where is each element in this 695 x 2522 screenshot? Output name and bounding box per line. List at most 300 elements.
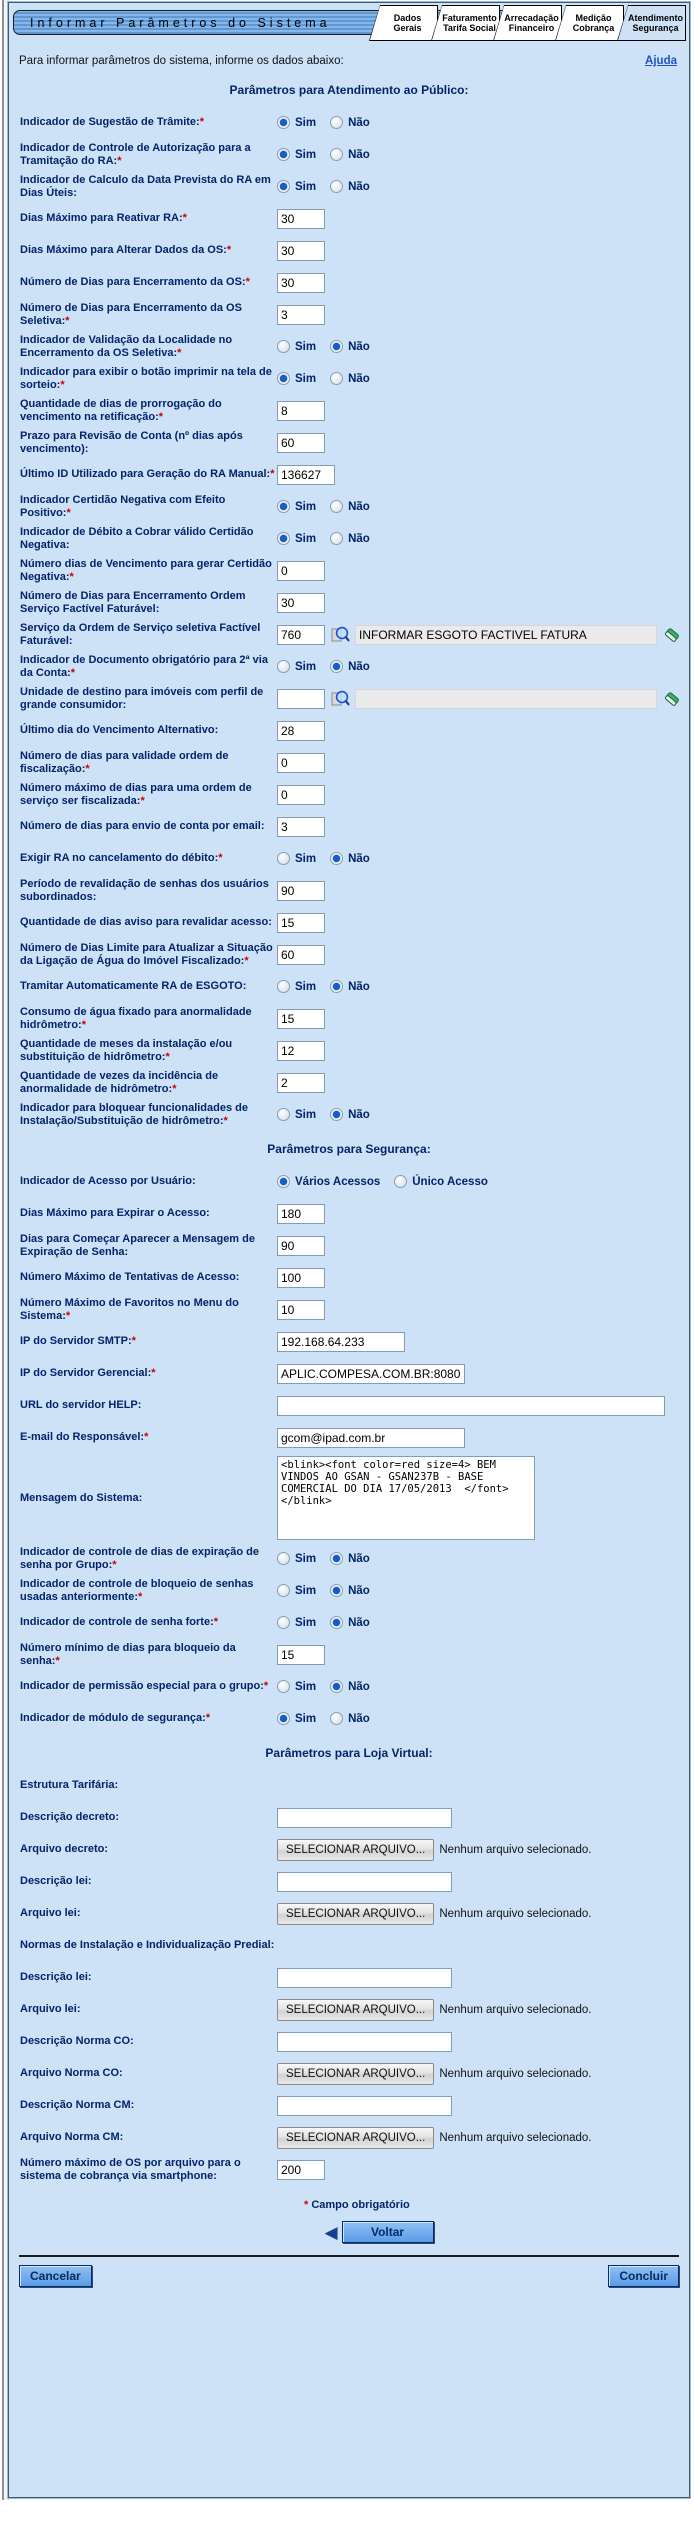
radio-option-label: Sim xyxy=(295,148,317,161)
field-label-text: IP do Servidor SMTP: xyxy=(20,1335,132,1347)
form-row xyxy=(20,1069,681,1096)
field-label-text: Número mínimo de dias para bloqueio da senha: xyxy=(20,1641,236,1667)
text-input[interactable] xyxy=(277,1968,452,1988)
form-row xyxy=(20,1772,681,1799)
radio-nao[interactable] xyxy=(330,1552,343,1565)
field-control xyxy=(277,1548,681,1570)
tab-label-line1: Medição xyxy=(575,12,612,23)
text-input[interactable] xyxy=(277,817,325,837)
field-control xyxy=(277,1072,681,1094)
field-label-text: Tramitar Automaticamente RA de ESGOTO: xyxy=(20,980,247,992)
tab-label xyxy=(493,5,562,41)
field-control xyxy=(277,176,681,198)
radio-sim[interactable] xyxy=(277,180,290,193)
radio-nao[interactable] xyxy=(330,340,343,353)
field-label xyxy=(20,622,277,648)
required-asterisk: * xyxy=(140,794,145,807)
field-label xyxy=(20,590,277,616)
radio-nao[interactable] xyxy=(330,980,343,993)
field-label-text: Indicador de controle de bloqueio de senhas usadas anteriormente: xyxy=(20,1577,254,1603)
tab-label-line1: Atendimento xyxy=(628,12,683,23)
radio-option-label: Sim xyxy=(295,500,317,513)
radio-option-label: Não xyxy=(348,340,370,353)
radio-sim[interactable] xyxy=(277,852,290,865)
radio-option-label: Sim xyxy=(295,372,317,385)
field-label xyxy=(20,1875,277,1888)
text-input[interactable] xyxy=(277,753,325,773)
radio-option-label: Vários Acessos xyxy=(295,1175,381,1188)
radio-sim[interactable] xyxy=(277,500,290,513)
form-row xyxy=(20,1232,681,1259)
form-row xyxy=(20,1641,681,1668)
field-control xyxy=(277,848,681,870)
tab-label-line2: Segurança xyxy=(632,23,679,33)
field-control xyxy=(277,752,681,774)
file-status-text: Nenhum arquivo selecionado. xyxy=(439,1907,592,1920)
required-asterisk: * xyxy=(144,1431,149,1443)
field-control xyxy=(277,1456,681,1540)
text-input[interactable] xyxy=(277,721,325,741)
form-row xyxy=(20,845,681,872)
field-control xyxy=(277,1676,681,1698)
field-label xyxy=(20,1811,277,1824)
radio-nao[interactable] xyxy=(330,532,343,545)
radio-nao[interactable] xyxy=(330,852,343,865)
field-label-text: Indicador de Documento obrigatório para 2ª via da Conta: xyxy=(20,653,268,679)
field-label xyxy=(20,2003,277,2016)
field-label-text: Arquivo decreto: xyxy=(20,1843,109,1855)
text-input[interactable] xyxy=(277,465,335,485)
field-label-text: Número de dias para validade ordem de fiscalização: xyxy=(20,749,229,775)
text-input[interactable] xyxy=(277,945,325,965)
field-label xyxy=(20,468,277,481)
radio-sim[interactable] xyxy=(277,148,290,161)
field-label-text: URL do servidor HELP: xyxy=(20,1399,142,1411)
required-asterisk: * xyxy=(81,1018,87,1031)
required-asterisk: * xyxy=(304,2199,309,2211)
form-row xyxy=(20,1900,681,1927)
page-title: Informar Parâmetros do Sistema xyxy=(30,15,331,30)
field-control xyxy=(277,2127,681,2149)
field-control xyxy=(277,784,681,806)
field-control xyxy=(277,1235,681,1257)
field-control xyxy=(277,1935,681,1957)
text-input[interactable] xyxy=(277,593,325,613)
field-control xyxy=(277,272,681,294)
form-row xyxy=(20,1264,681,1291)
radio-option-label: Não xyxy=(348,1680,370,1693)
radio-option-label: Sim xyxy=(295,980,317,993)
field-label-text: Último ID Utilizado para Geração do RA Manual: xyxy=(20,468,271,480)
field-control xyxy=(277,208,681,230)
text-input[interactable] xyxy=(277,2032,452,2052)
field-label-text: Dias para Começar Aparecer a Mensagem de Expiração de Senha: xyxy=(20,1232,255,1258)
select-file-button[interactable]: SELECIONAR ARQUIVO... xyxy=(277,1999,434,2021)
required-asterisk: * xyxy=(205,1712,211,1724)
field-control xyxy=(277,2031,681,2053)
radio-nao[interactable] xyxy=(330,148,343,161)
search-icon[interactable] xyxy=(330,625,350,645)
radio-option-label: Não xyxy=(348,1616,370,1629)
tab-dados[interactable] xyxy=(369,5,438,41)
search-icon[interactable] xyxy=(330,689,350,709)
file-status-text: Nenhum arquivo selecionado. xyxy=(439,2067,592,2080)
field-label xyxy=(20,1971,277,1984)
field-label-text: Quantidade de dias aviso para revalidar acesso: xyxy=(20,916,272,928)
field-label xyxy=(20,1207,277,1220)
text-input[interactable] xyxy=(277,1300,325,1320)
field-control xyxy=(277,1839,681,1861)
radio-sim[interactable] xyxy=(277,340,290,353)
form-row xyxy=(20,589,681,616)
field-label-text: Descrição lei: xyxy=(20,1971,92,1983)
radio-option-label: Sim xyxy=(295,1712,317,1725)
field-label xyxy=(20,1233,277,1259)
radio-option-label: Sim xyxy=(295,1552,317,1565)
field-control xyxy=(277,1580,681,1602)
field-control xyxy=(277,400,681,422)
radio-option-label: Sim xyxy=(295,1680,317,1693)
required-asterisk: * xyxy=(182,212,187,224)
radio-sim[interactable] xyxy=(277,1712,290,1725)
back-row xyxy=(69,2221,689,2243)
field-label xyxy=(20,1616,277,1629)
radio-sim[interactable] xyxy=(277,1616,290,1629)
radio-nao[interactable] xyxy=(330,1616,343,1629)
field-control xyxy=(277,1104,681,1126)
text-input[interactable] xyxy=(277,273,325,293)
file-status-text: Nenhum arquivo selecionado. xyxy=(439,2131,592,2144)
field-label-text: Número de dias para envio de conta por email: xyxy=(20,820,265,832)
field-label xyxy=(20,1335,277,1348)
intro-text: Para informar parâmetros do sistema, informe os dados abaixo: xyxy=(19,55,344,67)
field-label xyxy=(20,916,277,929)
submit-button[interactable]: Concluir xyxy=(608,2265,679,2287)
field-control xyxy=(277,624,682,646)
text-input[interactable] xyxy=(277,241,325,261)
field-control xyxy=(277,560,681,582)
field-label-text: Arquivo Norma CM: xyxy=(20,2131,124,2143)
form-row xyxy=(20,557,681,584)
form-row xyxy=(20,973,681,1000)
tab-atendimento[interactable] xyxy=(617,5,686,41)
lookup-description-field xyxy=(355,625,657,645)
field-label xyxy=(20,820,277,833)
field-control xyxy=(277,816,681,838)
form-row xyxy=(20,109,681,136)
lookup-code-input[interactable] xyxy=(277,689,325,709)
required-asterisk: * xyxy=(137,1590,143,1603)
radio-nao[interactable] xyxy=(330,180,343,193)
field-control xyxy=(277,2159,681,2181)
field-control xyxy=(277,1363,681,1385)
radio-unicoacesso[interactable] xyxy=(394,1175,407,1188)
tab-label-line1: Dados xyxy=(393,12,422,23)
form-row xyxy=(20,781,681,808)
form-row xyxy=(20,1932,681,1959)
field-label xyxy=(20,212,277,225)
field-label-text: Estrutura Tarifária: xyxy=(20,1779,119,1791)
select-file-button[interactable]: SELECIONAR ARQUIVO... xyxy=(277,2063,434,2085)
field-label xyxy=(20,1102,277,1128)
radio-sim[interactable] xyxy=(277,116,290,129)
radio-option-label: Sim xyxy=(295,1616,317,1629)
field-label xyxy=(20,1175,277,1188)
tab-bar xyxy=(376,5,686,41)
required-note-text: Campo obrigatório xyxy=(311,2199,410,2211)
lookup-code-input[interactable] xyxy=(277,625,325,645)
field-control xyxy=(277,944,681,966)
required-asterisk: * xyxy=(270,468,275,480)
form-row xyxy=(20,205,681,232)
field-label-text: Indicador para bloquear funcionalidades de Instalação/Substituição de hidrômetro: xyxy=(20,1101,248,1127)
radio-variosacessos[interactable] xyxy=(277,1175,290,1188)
field-control xyxy=(277,304,681,326)
field-control xyxy=(277,240,681,262)
text-input[interactable] xyxy=(277,785,325,805)
required-asterisk: * xyxy=(244,954,249,967)
field-label-text: Último dia do Vencimento Alternativo: xyxy=(20,724,219,736)
radio-option-label: Sim xyxy=(295,660,317,673)
field-label-text: Número Máximo de Favoritos no Menu do Sistema: xyxy=(20,1296,239,1322)
radio-sim[interactable] xyxy=(277,1680,290,1693)
text-input[interactable] xyxy=(277,913,325,933)
eraser-icon[interactable] xyxy=(662,689,682,709)
field-label-text: Dias Máximo para Reativar RA: xyxy=(20,212,183,224)
text-input[interactable] xyxy=(277,2160,325,2180)
field-control xyxy=(277,432,681,454)
radio-option-label: Não xyxy=(348,148,370,161)
tab-medicao[interactable] xyxy=(555,5,624,41)
field-control xyxy=(277,1331,681,1353)
text-input[interactable] xyxy=(277,1204,325,1224)
form-row xyxy=(20,1577,681,1604)
field-label-text: Descrição decreto: xyxy=(20,1811,120,1823)
text-input[interactable] xyxy=(277,561,325,581)
system-message-textarea[interactable] xyxy=(277,1456,535,1540)
field-label xyxy=(20,142,277,168)
form-row xyxy=(20,429,681,456)
field-label-text: Arquivo lei: xyxy=(20,1907,81,1919)
field-label xyxy=(20,334,277,360)
radio-nao[interactable] xyxy=(330,1712,343,1725)
radio-nao[interactable] xyxy=(330,372,343,385)
required-asterisk: * xyxy=(66,506,71,519)
radio-option-label: Sim xyxy=(295,852,317,865)
tab-label-line2: Cobrança xyxy=(572,23,615,33)
tab-label xyxy=(369,5,438,41)
text-input[interactable] xyxy=(277,1009,325,1029)
required-asterisk: * xyxy=(65,1309,71,1322)
field-control xyxy=(277,528,681,550)
tab-label-line2: Financeiro xyxy=(508,23,555,33)
required-asterisk: * xyxy=(85,762,90,775)
text-input[interactable] xyxy=(277,433,325,453)
text-input[interactable] xyxy=(277,401,325,421)
radio-option-label: Sim xyxy=(295,532,317,545)
radio-sim[interactable] xyxy=(277,1552,290,1565)
radio-option-label: Não xyxy=(348,532,370,545)
field-label-text: Dias Máximo para Alterar Dados da OS: xyxy=(20,244,227,256)
tab-arrecadacao[interactable] xyxy=(493,5,562,41)
field-label-text: Indicador para exibir o botão imprimir na tela de sorteio: xyxy=(20,365,272,391)
radio-nao[interactable] xyxy=(330,500,343,513)
field-label xyxy=(20,852,277,865)
field-label xyxy=(20,276,277,289)
field-label-text: Quantidade de dias de prorrogação do vencimento na retificação: xyxy=(20,397,222,423)
field-label xyxy=(20,2131,277,2144)
field-control xyxy=(277,368,681,390)
field-control xyxy=(277,1644,681,1666)
field-control xyxy=(277,1612,681,1634)
form-row xyxy=(20,1996,681,2023)
text-input[interactable] xyxy=(277,1396,665,1416)
form-row xyxy=(20,493,681,520)
required-asterisk: * xyxy=(55,1654,60,1667)
form-row xyxy=(20,1005,681,1032)
field-control xyxy=(277,1775,681,1797)
form-row xyxy=(20,1836,681,1863)
field-label-text: Número máximo de dias para uma ordem de serviço ser fiscalizada: xyxy=(20,781,252,807)
form-row xyxy=(20,397,681,424)
field-label-text: Quantidade de vezes da incidência de anormalidade de hidrômetro: xyxy=(20,1069,219,1095)
field-label xyxy=(20,942,277,968)
tab-label-line1: Faturamento xyxy=(442,12,497,23)
eraser-icon[interactable] xyxy=(662,625,682,645)
field-label xyxy=(20,1367,277,1380)
field-label xyxy=(20,2099,277,2112)
form-row xyxy=(20,237,681,264)
radio-sim[interactable] xyxy=(277,1584,290,1597)
field-label xyxy=(20,2035,277,2048)
field-control xyxy=(277,1008,681,1030)
field-control xyxy=(277,144,681,166)
form-row xyxy=(20,717,681,744)
field-control xyxy=(277,496,681,518)
text-input[interactable] xyxy=(277,209,325,229)
field-label xyxy=(20,1680,277,1693)
field-label xyxy=(20,1297,277,1323)
text-input[interactable] xyxy=(277,1268,325,1288)
radio-nao[interactable] xyxy=(330,116,343,129)
field-control xyxy=(277,1999,681,2021)
text-input[interactable] xyxy=(277,1364,465,1384)
field-label xyxy=(20,2067,277,2080)
back-arrow-icon: ◀ xyxy=(324,2222,338,2242)
form-row xyxy=(20,1101,681,1128)
field-label-text: Número de Dias Limite para Atualizar a Situação da Ligação de Água do Imóvel Fiscalizado: xyxy=(20,941,273,967)
field-label xyxy=(20,526,277,552)
radio-option-label: Não xyxy=(348,180,370,193)
form-row xyxy=(20,525,681,552)
text-input[interactable] xyxy=(277,1872,452,1892)
radio-option-label: Sim xyxy=(295,340,317,353)
radio-sim[interactable] xyxy=(277,980,290,993)
form-row xyxy=(20,365,681,392)
text-input[interactable] xyxy=(277,305,325,325)
text-input[interactable] xyxy=(277,1645,325,1665)
form-row xyxy=(20,877,681,904)
field-label xyxy=(20,302,277,328)
required-asterisk: * xyxy=(245,276,250,288)
back-button[interactable]: Voltar xyxy=(342,2221,434,2243)
page-header xyxy=(9,3,689,47)
field-label xyxy=(20,1431,277,1444)
field-label xyxy=(20,244,277,257)
radio-nao[interactable] xyxy=(330,1108,343,1121)
field-label-text: Descrição lei: xyxy=(20,1875,92,1887)
radio-sim[interactable] xyxy=(277,372,290,385)
select-file-button[interactable]: SELECIONAR ARQUIVO... xyxy=(277,1839,434,1861)
form-row xyxy=(20,941,681,968)
required-asterisk: * xyxy=(199,116,204,128)
required-asterisk: * xyxy=(65,314,70,327)
field-label xyxy=(20,654,277,680)
select-file-button[interactable]: SELECIONAR ARQUIVO... xyxy=(277,1903,434,1925)
radio-option-label: Único Acesso xyxy=(412,1175,488,1188)
radio-option-label: Não xyxy=(348,372,370,385)
field-label-text: Quantidade de meses da instalação e/ou substituição de hidrômetro: xyxy=(20,1037,233,1063)
field-label xyxy=(20,430,277,456)
form-row xyxy=(20,1424,681,1451)
text-input[interactable] xyxy=(277,1428,465,1448)
text-input[interactable] xyxy=(277,1332,405,1352)
radio-sim[interactable] xyxy=(277,1108,290,1121)
text-input[interactable] xyxy=(277,1808,452,1828)
file-status-text: Nenhum arquivo selecionado. xyxy=(439,2003,592,2016)
radio-option-label: Não xyxy=(348,980,370,993)
select-file-button[interactable]: SELECIONAR ARQUIVO... xyxy=(277,2127,434,2149)
text-input[interactable] xyxy=(277,1041,325,1061)
field-label-text: Número de Dias para Encerramento da OS: xyxy=(20,276,246,288)
lookup-description-field xyxy=(355,689,657,709)
field-label-text: Número Máximo de Tentativas de Acesso: xyxy=(20,1271,240,1283)
field-label xyxy=(20,1546,277,1572)
field-label xyxy=(20,116,277,129)
field-label-text: Serviço da Ordem de Serviço seletiva Factível Faturável: xyxy=(20,621,261,647)
radio-sim[interactable] xyxy=(277,532,290,545)
form-row xyxy=(20,301,681,328)
form-row xyxy=(20,1609,681,1636)
field-label xyxy=(20,1399,277,1412)
field-label xyxy=(20,1492,277,1505)
radio-nao[interactable] xyxy=(330,1680,343,1693)
section-title: Parâmetros para Loja Virtual: xyxy=(265,1746,433,1760)
field-label-text: Período de revalidação de senhas dos usuários subordinados: xyxy=(20,877,269,903)
field-label-text: Número dias de Vencimento para gerar Certidão Negativa: xyxy=(20,557,272,583)
radio-sim[interactable] xyxy=(277,660,290,673)
cancel-button[interactable]: Cancelar xyxy=(19,2265,92,2287)
form-row xyxy=(20,141,681,168)
field-label xyxy=(20,1070,277,1096)
text-input[interactable] xyxy=(277,1236,325,1256)
field-label xyxy=(20,1642,277,1668)
tab-label xyxy=(555,5,624,41)
radio-nao[interactable] xyxy=(330,1584,343,1597)
field-label xyxy=(20,1907,277,1920)
field-label xyxy=(20,878,277,904)
radio-nao[interactable] xyxy=(330,660,343,673)
text-input[interactable] xyxy=(277,1073,325,1093)
section-title: Parâmetros para Atendimento ao Público: xyxy=(229,83,469,97)
tab-label-line2: Gerais xyxy=(393,23,422,33)
text-input[interactable] xyxy=(277,2096,452,2116)
help-link[interactable]: Ajuda xyxy=(645,55,677,67)
field-label xyxy=(20,724,277,737)
tab-faturamento[interactable] xyxy=(431,5,500,41)
text-input[interactable] xyxy=(277,881,325,901)
field-label-text: Indicador de Sugestão de Trâmite: xyxy=(20,116,200,128)
